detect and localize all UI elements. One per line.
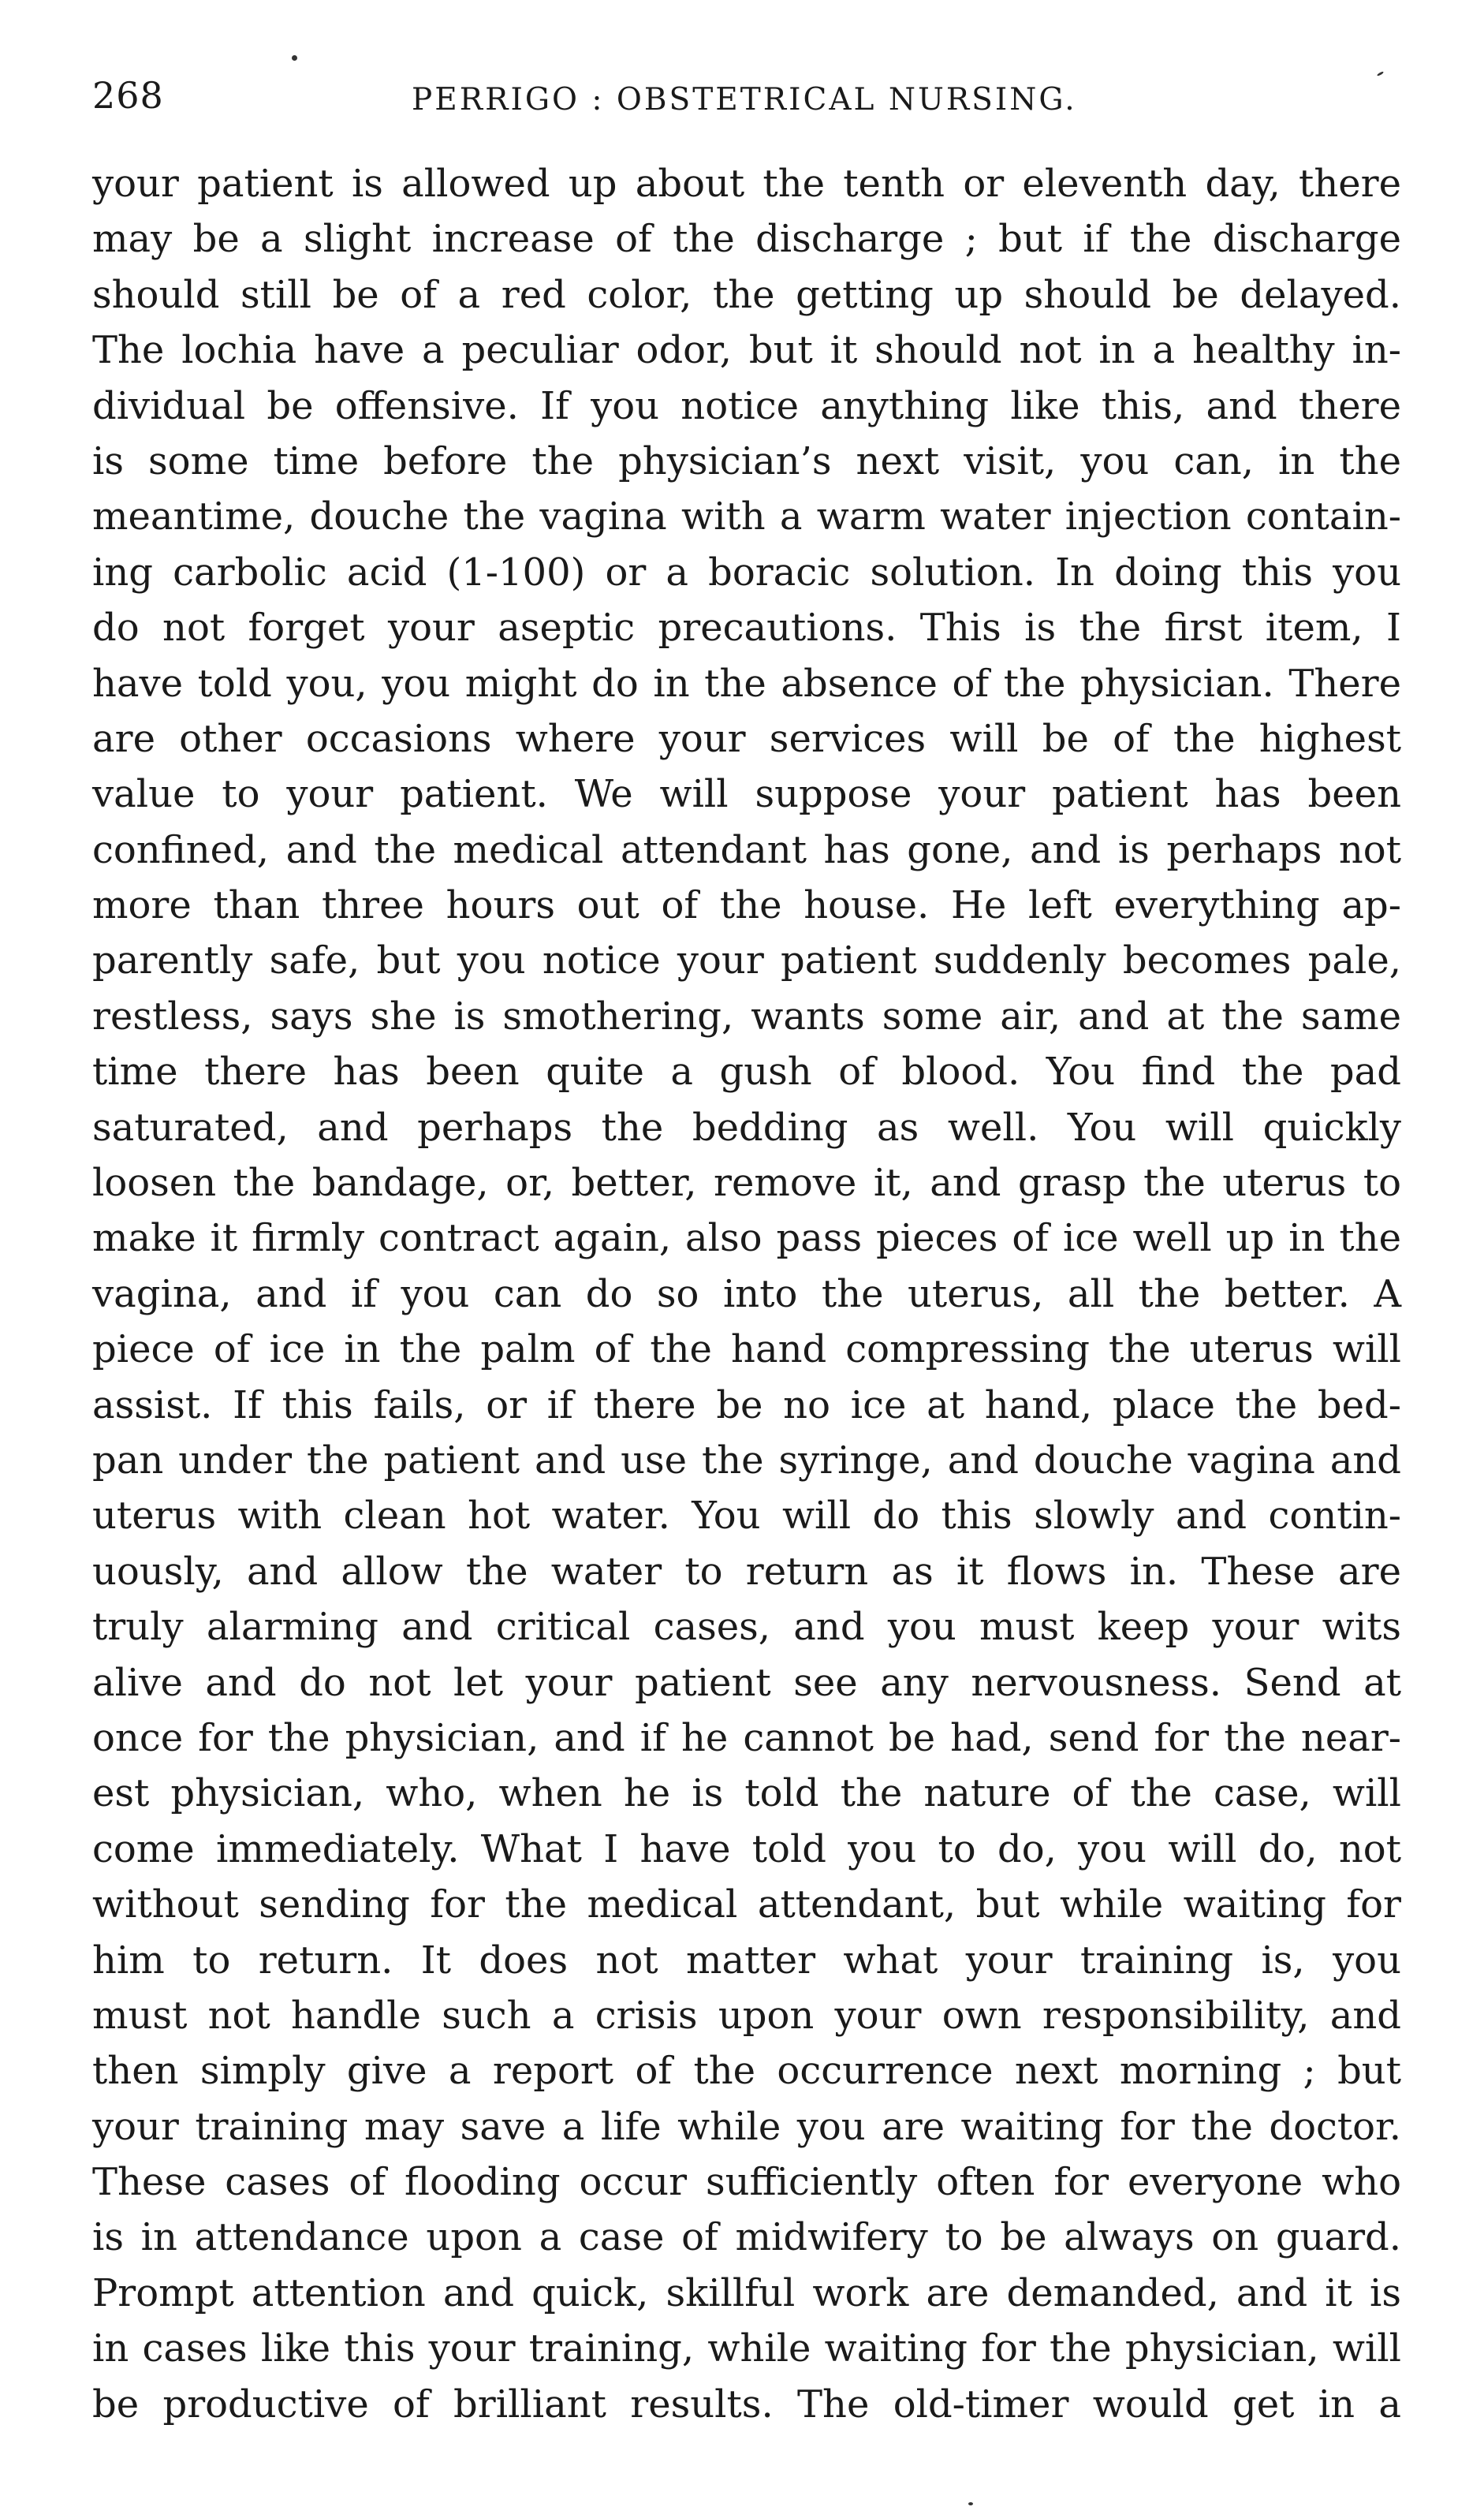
text-line: saturated, and perhaps the bedding as well. You will quickly — [92, 1105, 1401, 1150]
text-line: The lochia have a peculiar odor, but it should not in a healthy in- — [92, 328, 1401, 373]
text-line: time there has been quite a gush of blood. You find the pad — [92, 1050, 1401, 1095]
print-speck — [968, 2502, 973, 2505]
text-line: truly alarming and critical cases, and you must keep your wits — [92, 1605, 1401, 1650]
text-line: uously, and allow the water to return as it flows in. These are — [92, 1549, 1401, 1594]
text-line: him to return. It does not matter what your training is, you — [92, 1938, 1401, 1983]
text-line: piece of ice in the palm of the hand compressing the uterus will — [92, 1327, 1401, 1372]
text-line: ing carbolic acid (1-100) or a boracic solution. In doing this you — [92, 550, 1401, 595]
text-line: in cases like this your training, while waiting for the physician, will — [92, 2326, 1401, 2371]
text-line: have told you, you might do in the absence of the physician. There — [92, 661, 1401, 706]
text-line: come immediately. What I have told you to do, you will do, not — [92, 1826, 1401, 1871]
text-line: assist. If this fails, or if there be no ice at hand, place the bed- — [92, 1382, 1401, 1427]
text-line: make it firmly contract again, also pass pieces of ice well up in the — [92, 1216, 1401, 1261]
text-line: loosen the bandage, or, better, remove it, and grasp the uterus to — [92, 1161, 1401, 1206]
text-line: is in attendance upon a case of midwifery to be always on guard. — [92, 2215, 1401, 2260]
text-line: is some time before the physician’s next visit, you can, in the — [92, 438, 1401, 483]
running-head: PERRIGO : OBSTETRICAL NURSING. — [412, 82, 1077, 118]
text-line: more than three hours out of the house. He left everything ap- — [92, 883, 1401, 928]
text-line: vagina, and if you can do so into the uterus, all the better. A — [92, 1271, 1401, 1316]
text-line: These cases of flooding occur sufficiently often for everyone who — [92, 2160, 1401, 2205]
text-line: your patient is allowed up about the tenth or eleventh day, there — [92, 162, 1401, 206]
text-line: est physician, who, when he is told the nature of the case, will — [92, 1771, 1401, 1816]
text-line: without sending for the medical attendant, but while waiting for — [92, 1882, 1401, 1927]
page-header — [92, 68, 1401, 123]
text-line: your training may save a life while you are waiting for the doctor. — [92, 2104, 1401, 2149]
text-line: alive and do not let your patient see any nervousness. Send at — [92, 1660, 1401, 1705]
text-line: then simply give a report of the occurrence next morning ; but — [92, 2049, 1401, 2094]
text-line: value to your patient. We will suppose your patient has been — [92, 772, 1401, 817]
text-line: should still be of a red color, the getting up should be delayed. — [92, 272, 1401, 317]
text-line: pan under the patient and use the syringe, and douche vagina and — [92, 1438, 1401, 1483]
body-text — [92, 156, 1401, 2432]
text-line: meantime, douche the vagina with a warm water injection contain- — [92, 494, 1401, 539]
text-line: confined, and the medical attendant has gone, and is perhaps not — [92, 827, 1401, 872]
text-line: Prompt attention and quick, skillful work are demanded, and it is — [92, 2270, 1401, 2315]
print-speck — [292, 55, 297, 61]
text-line: do not forget your aseptic precautions. This is the first item, I — [92, 606, 1401, 651]
text-line: are other occasions where your services will be of the highest — [92, 716, 1401, 761]
text-line: once for the physician, and if he cannot be had, send for the near- — [92, 1715, 1401, 1760]
text-line: restless, says she is smothering, wants some air, and at the same — [92, 994, 1401, 1039]
text-line: must not handle such a crisis upon your own responsibility, and — [92, 1993, 1401, 2038]
text-line: uterus with clean hot water. You will do this slowly and contin- — [92, 1494, 1401, 1539]
text-line: dividual be offensive. If you notice anything like this, and there — [92, 383, 1401, 428]
page-number: 268 — [92, 74, 164, 117]
text-line: be productive of brilliant results. The old-timer would get in a — [92, 2382, 1401, 2427]
text-line: parently safe, but you notice your patient suddenly becomes pale, — [92, 938, 1401, 983]
text-line: may be a slight increase of the discharge ; but if the discharge — [92, 217, 1401, 262]
